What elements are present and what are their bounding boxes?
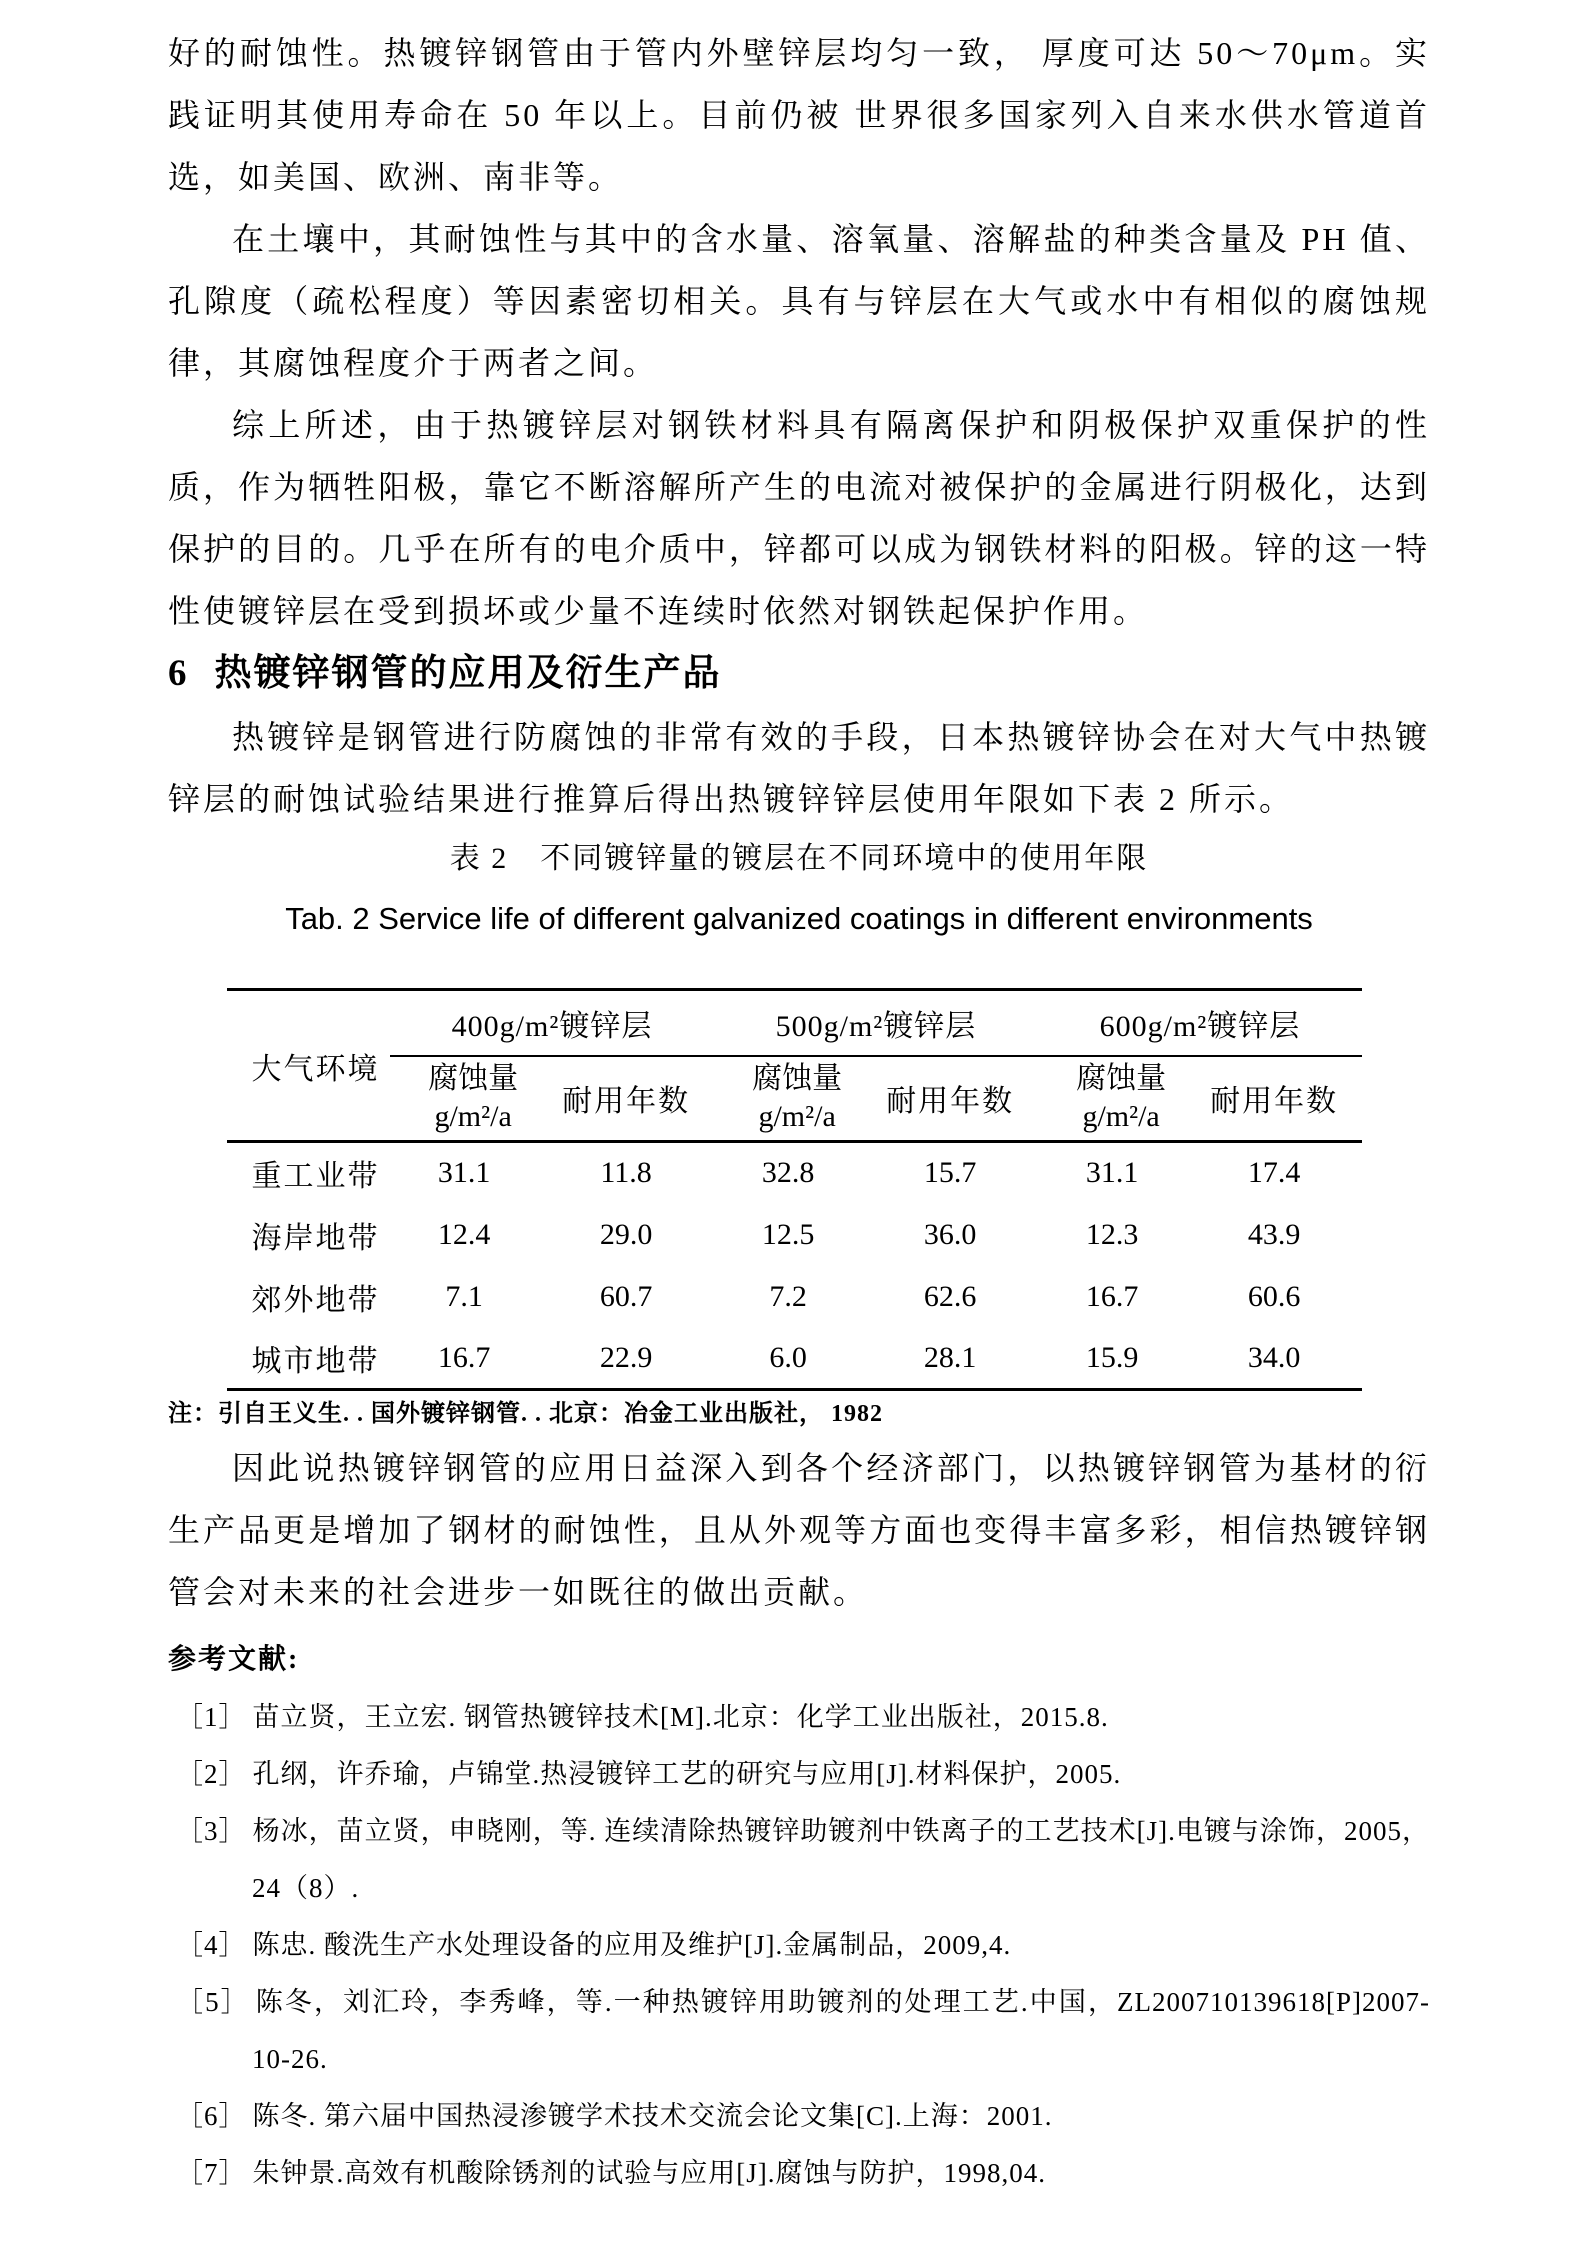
value-cell: 7.2 <box>769 1279 807 1313</box>
group-header-500: 500g/m²镀锌层 <box>714 990 1038 1056</box>
env-column-header: 大气环境 <box>227 990 390 1142</box>
reference-label: ［1］ <box>176 1702 247 1732</box>
reference-label: ［6］ <box>176 2101 247 2131</box>
corrosion-label: 腐蚀量 <box>752 1062 843 1096</box>
reference-item-2 <box>168 1746 1430 1803</box>
value-cell: 31.1 <box>1085 1156 1139 1190</box>
table-group-header-row <box>227 990 1362 1056</box>
table-row-urban <box>227 1328 1362 1390</box>
reference-text: 陈冬. 第六届中国热浸渗镀学术技术交流会论文集[C].上海：2001. <box>252 2101 1053 2131</box>
para-corrosion-resistance: 好的耐蚀性。热镀锌钢管由于管内外壁锌层均匀一致， 厚度可达 50～70μm。实践证明其使用寿命在 50 年以上。目前仍被 世界很多国家列入自来水供水管道首选，如美国、欧洲、南非等。 <box>168 35 1430 195</box>
reference-item-7 <box>168 2145 1430 2202</box>
value-cell: 17.4 <box>1247 1156 1301 1190</box>
env-cell: 郊外地带 <box>251 1283 380 1317</box>
table-source-note: 注：引自王义生. . 国外镀锌钢管. . 北京：冶金工业出版社， 1982 <box>168 1401 883 1427</box>
value-cell: 16.7 <box>1085 1279 1139 1313</box>
reference-text: 陈冬，刘汇玲，李秀峰，等.一种热镀锌用助镀剂的处理工艺.中国，ZL200710139618[P]2007-10-26. <box>252 1987 1431 2074</box>
group-header-400: 400g/m²镀锌层 <box>390 990 714 1056</box>
subheader-corrosion-400 <box>390 1056 538 1142</box>
value-cell: 12.4 <box>437 1217 491 1251</box>
reference-item-3 <box>168 1803 1430 1917</box>
value-cell: 12.3 <box>1085 1217 1139 1251</box>
subheader-years-500: 耐用年数 <box>862 1056 1038 1142</box>
reference-text: 孔纲，许乔瑜，卢锦堂.热浸镀锌工艺的研究与应用[J].材料保护，2005. <box>252 1759 1122 1789</box>
reference-label: ［5］ <box>176 1987 250 2017</box>
reference-item-6 <box>168 2088 1430 2145</box>
value-cell: 62.6 <box>923 1279 977 1313</box>
value-cell: 11.8 <box>600 1156 652 1190</box>
env-cell: 城市地带 <box>251 1344 380 1378</box>
corrosion-label: 腐蚀量 <box>1076 1062 1167 1096</box>
value-cell: 22.9 <box>599 1340 653 1374</box>
env-cell: 重工业带 <box>251 1160 380 1194</box>
reference-label: ［4］ <box>176 1930 247 1960</box>
table-caption-zh: 表 2 不同镀锌量的镀层在不同环境中的使用年限 <box>449 842 1149 875</box>
reference-label: ［2］ <box>176 1759 247 1789</box>
reference-text: 杨冰，苗立贤，申晓刚，等. 连续清除热镀锌助镀剂中铁离子的工艺技术[J].电镀与涂饰，2005，24（8）. <box>252 1816 1430 1903</box>
value-cell: 6.0 <box>769 1340 807 1374</box>
value-cell: 7.1 <box>445 1279 483 1313</box>
value-cell: 31.1 <box>437 1156 491 1190</box>
table-sub-header-row <box>227 1056 1362 1142</box>
value-cell: 15.7 <box>923 1156 977 1190</box>
para-summary-protection: 综上所述，由于热镀锌层对钢铁材料具有隔离保护和阴极保护双重保护的性质，作为牺牲阳极，靠它不断溶解所产生的电流对被保护的金属进行阴极化，达到保护的目的。几乎在所有的电介质中，锌都可以成为钢铁材料的阳极。锌的这一特性使镀锌层在受到损坏或少量不连续时依然对钢铁起保护作用。 <box>168 407 1430 629</box>
value-cell: 29.0 <box>599 1217 653 1251</box>
reference-item-4 <box>168 1917 1430 1974</box>
service-life-table <box>227 988 1362 1391</box>
para-galvanize-intro: 热镀锌是钢管进行防腐蚀的非常有效的手段，日本热镀锌协会在对大气中热镀锌层的耐蚀试验结果进行推算后得出热镀锌锌层使用年限如下表 2 所示。 <box>168 719 1430 817</box>
reference-item-5 <box>168 1974 1430 2088</box>
subheader-corrosion-500 <box>714 1056 862 1142</box>
para-conclusion: 因此说热镀锌钢管的应用日益深入到各个经济部门，以热镀锌钢管为基材的衍生产品更是增加了钢材的耐蚀性，且从外观等方面也变得丰富多彩，相信热镀锌钢管会对未来的社会进步一如既往的做出贡献。 <box>168 1450 1430 1610</box>
corrosion-unit: g/m²/a <box>758 1100 836 1134</box>
value-cell: 32.8 <box>761 1156 815 1190</box>
value-cell: 16.7 <box>437 1340 491 1374</box>
reference-text: 朱钟景.高效有机酸除锈剂的试验与应用[J].腐蚀与防护，1998,04. <box>252 2158 1046 2188</box>
table-row-coastal <box>227 1204 1362 1266</box>
value-cell: 60.7 <box>599 1279 653 1313</box>
value-cell: 28.1 <box>923 1340 977 1374</box>
reference-item-1 <box>168 1689 1430 1746</box>
references-heading: 参考文献: <box>168 1644 300 1675</box>
value-cell: 34.0 <box>1247 1340 1301 1374</box>
subheader-years-400: 耐用年数 <box>538 1056 714 1142</box>
corrosion-unit: g/m²/a <box>434 1100 512 1134</box>
subheader-corrosion-600 <box>1038 1056 1186 1142</box>
section-number: 6 <box>168 653 189 694</box>
table-caption-en: Tab. 2 Service life of different galvanized coatings in different environments <box>285 901 1313 936</box>
value-cell: 12.5 <box>761 1217 815 1251</box>
corrosion-label: 腐蚀量 <box>428 1062 519 1096</box>
section-heading <box>168 642 1430 706</box>
reference-text: 陈忠. 酸洗生产水处理设备的应用及维护[J].金属制品，2009,4. <box>252 1930 1012 1960</box>
table-row-heavy-industry <box>227 1142 1362 1204</box>
value-cell: 43.9 <box>1247 1217 1301 1251</box>
reference-label: ［3］ <box>176 1816 247 1846</box>
para-soil-corrosion: 在土壤中，其耐蚀性与其中的含水量、溶氧量、溶解盐的种类含量及 PH 值、孔隙度（疏松程度）等因素密切相关。具有与锌层在大气或水中有相似的腐蚀规律，其腐蚀程度介于两者之间。 <box>168 221 1430 381</box>
subheader-years-600: 耐用年数 <box>1186 1056 1362 1142</box>
section-title: 热镀锌钢管的应用及衍生产品 <box>214 653 722 694</box>
value-cell: 36.0 <box>923 1217 977 1251</box>
value-cell: 60.6 <box>1247 1279 1301 1313</box>
table-row-suburban <box>227 1266 1362 1328</box>
value-cell: 15.9 <box>1085 1340 1139 1374</box>
reference-text: 苗立贤，王立宏. 钢管热镀锌技术[M].北京：化学工业出版社，2015.8. <box>252 1702 1109 1732</box>
corrosion-unit: g/m²/a <box>1082 1100 1160 1134</box>
env-cell: 海岸地带 <box>251 1221 380 1255</box>
group-header-600: 600g/m²镀锌层 <box>1038 990 1362 1056</box>
reference-label: ［7］ <box>176 2158 247 2188</box>
